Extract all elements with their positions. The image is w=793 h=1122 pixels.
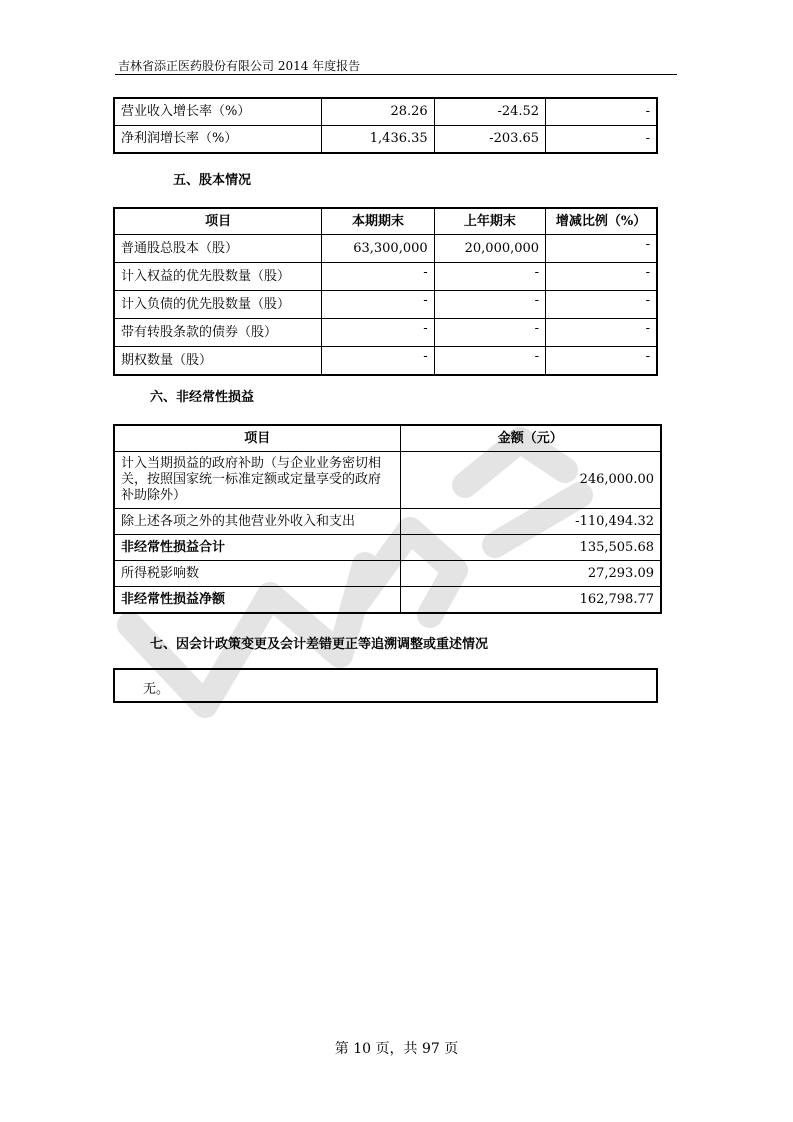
row-amount: 27,293.09: [400, 561, 661, 587]
row-item-total: 非经常性损益合计: [114, 535, 400, 561]
header-divider: [115, 74, 677, 75]
row-change-value: -: [546, 347, 657, 376]
row-change-value: -: [546, 126, 657, 154]
restatement-content: 无。: [143, 682, 170, 697]
row-current-value: -: [322, 263, 434, 291]
table-row: [114, 126, 657, 154]
row-item: 净利润增长率（%）: [114, 126, 322, 154]
row-prior-value: -: [434, 291, 545, 319]
row-item: 计入权益的优先股数量（股）: [114, 263, 322, 291]
row-item: 计入当期损益的政府补助（与企业业务密切相关，按照国家统一标准定额或定量享受的政府补助除外）: [114, 452, 400, 509]
table-row: [114, 263, 657, 291]
row-amount: 135,505.68: [400, 535, 661, 561]
row-change-value: -: [546, 263, 657, 291]
section-title-non-recurring: 六、非经常性损益: [150, 390, 255, 405]
column-header: 项目: [114, 208, 322, 235]
non-recurring-table: [113, 424, 662, 614]
section-title-share-capital: 五、股本情况: [173, 173, 252, 188]
row-item: 所得税影响数: [114, 561, 400, 587]
column-header: 项目: [114, 425, 400, 452]
row-current-value: 63,300,000: [322, 235, 434, 263]
row-item: 带有转股条款的债券（股）: [114, 319, 322, 347]
row-current-value: 28.26: [322, 98, 434, 126]
row-change-value: -: [546, 291, 657, 319]
row-prior-value: -: [434, 263, 545, 291]
row-current-value: -: [322, 291, 434, 319]
row-current-value: -: [322, 319, 434, 347]
row-item: 除上述各项之外的其他营业外收入和支出: [114, 509, 400, 535]
share-capital-table: [113, 207, 658, 376]
row-amount: 246,000.00: [400, 452, 661, 509]
row-item: 营业收入增长率（%）: [114, 98, 322, 126]
row-prior-value: -203.65: [434, 126, 545, 154]
growth-rate-table: [113, 97, 658, 154]
table-row: [114, 509, 661, 535]
table-row: [114, 235, 657, 263]
table-row: [114, 98, 657, 126]
row-current-value: -: [322, 347, 434, 376]
page-number: 第 10 页，共 97 页: [334, 1041, 459, 1057]
row-amount: 162,798.77: [400, 587, 661, 614]
row-item: 期权数量（股）: [114, 347, 322, 376]
table-row: [114, 291, 657, 319]
row-amount: -110,494.32: [400, 509, 661, 535]
restatement-content-box: [113, 668, 658, 703]
row-item: 普通股总股本（股）: [114, 235, 322, 263]
row-current-value: 1,436.35: [322, 126, 434, 154]
row-prior-value: -24.52: [434, 98, 545, 126]
row-change-value: -: [546, 319, 657, 347]
table-row: [114, 347, 657, 376]
column-header: 本期期末: [322, 208, 434, 235]
table-row: [114, 452, 661, 509]
table-row: [114, 587, 661, 614]
report-header-title: 吉林省添正医药股份有限公司 2014 年度报告: [118, 59, 361, 73]
table-header-row: [114, 425, 661, 452]
row-item-net: 非经常性损益净额: [114, 587, 400, 614]
column-header: 金额（元）: [400, 425, 661, 452]
table-row: [114, 561, 661, 587]
row-item: 计入负债的优先股数量（股）: [114, 291, 322, 319]
row-prior-value: -: [434, 347, 545, 376]
table-header-row: [114, 208, 657, 235]
row-change-value: -: [546, 235, 657, 263]
column-header: 增减比例（%）: [546, 208, 657, 235]
table-row: [114, 535, 661, 561]
column-header: 上年期末: [434, 208, 545, 235]
table-row: [114, 319, 657, 347]
row-prior-value: -: [434, 319, 545, 347]
row-prior-value: 20,000,000: [434, 235, 545, 263]
section-title-restatement: 七、因会计政策变更及会计差错更正等追溯调整或重述情况: [150, 637, 489, 652]
row-change-value: -: [546, 98, 657, 126]
